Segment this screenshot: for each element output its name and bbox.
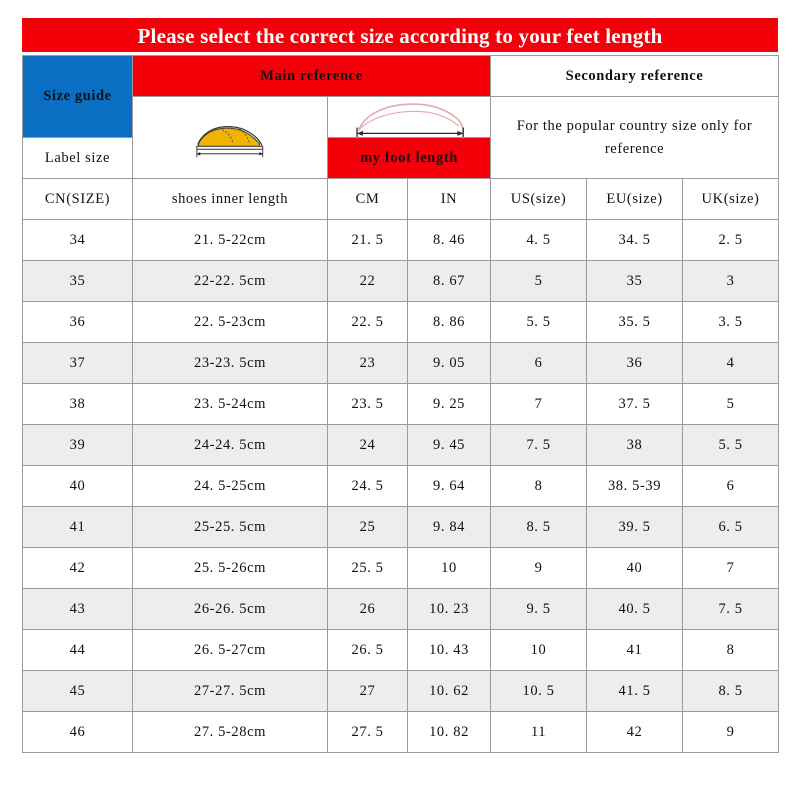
cell-in: 10. 82 <box>408 712 491 753</box>
cell-cn: 34 <box>23 220 133 261</box>
table-row <box>23 712 779 753</box>
cell-eu: 41 <box>587 630 683 671</box>
table-row <box>23 548 779 589</box>
shoe-diagram-cell <box>133 97 328 179</box>
cell-uk: 3 <box>683 261 779 302</box>
main-reference-cell: Main reference <box>133 56 491 97</box>
table-row <box>23 425 779 466</box>
cell-eu: 39. 5 <box>587 507 683 548</box>
cell-in: 10. 62 <box>408 671 491 712</box>
cell-uk: 6. 5 <box>683 507 779 548</box>
cell-us: 7. 5 <box>491 425 587 466</box>
shoe-outline-icon <box>133 118 327 158</box>
column-header-uk: UK(size) <box>683 179 779 220</box>
cell-in: 8. 46 <box>408 220 491 261</box>
foot-outline-icon <box>328 97 490 137</box>
my-foot-length-cell: my foot length <box>328 138 491 179</box>
cell-cm: 22. 5 <box>328 302 408 343</box>
cell-inner-length: 26-26. 5cm <box>133 589 328 630</box>
cell-cn: 43 <box>23 589 133 630</box>
cell-cm: 24. 5 <box>328 466 408 507</box>
foot-diagram-cell <box>328 97 491 138</box>
label-size-cell: Label size <box>23 138 133 179</box>
cell-eu: 35 <box>587 261 683 302</box>
table-row <box>23 343 779 384</box>
cell-cn: 44 <box>23 630 133 671</box>
column-header-eu: EU(size) <box>587 179 683 220</box>
cell-eu: 41. 5 <box>587 671 683 712</box>
cell-cm: 27. 5 <box>328 712 408 753</box>
cell-us: 4. 5 <box>491 220 587 261</box>
cell-uk: 5. 5 <box>683 425 779 466</box>
cell-us: 9 <box>491 548 587 589</box>
cell-eu: 35. 5 <box>587 302 683 343</box>
table-row <box>23 220 779 261</box>
cell-cn: 38 <box>23 384 133 425</box>
cell-cm: 26 <box>328 589 408 630</box>
cell-uk: 2. 5 <box>683 220 779 261</box>
cell-cn: 41 <box>23 507 133 548</box>
cell-cm: 26. 5 <box>328 630 408 671</box>
header-row-1 <box>23 56 779 97</box>
column-header-row <box>23 179 779 220</box>
cell-us: 8 <box>491 466 587 507</box>
cell-uk: 7 <box>683 548 779 589</box>
table-row <box>23 589 779 630</box>
cell-inner-length: 27. 5-28cm <box>133 712 328 753</box>
cell-in: 9. 64 <box>408 466 491 507</box>
cell-us: 6 <box>491 343 587 384</box>
cell-inner-length: 24. 5-25cm <box>133 466 328 507</box>
table-row <box>23 384 779 425</box>
cell-cn: 39 <box>23 425 133 466</box>
cell-in: 10. 43 <box>408 630 491 671</box>
column-header-cm: CM <box>328 179 408 220</box>
cell-cn: 35 <box>23 261 133 302</box>
cell-uk: 7. 5 <box>683 589 779 630</box>
cell-cm: 22 <box>328 261 408 302</box>
size-chart-table <box>22 55 779 753</box>
cell-cn: 40 <box>23 466 133 507</box>
cell-cm: 27 <box>328 671 408 712</box>
cell-uk: 6 <box>683 466 779 507</box>
cell-us: 9. 5 <box>491 589 587 630</box>
cell-in: 9. 45 <box>408 425 491 466</box>
cell-cm: 23 <box>328 343 408 384</box>
cell-cn: 36 <box>23 302 133 343</box>
table-row <box>23 630 779 671</box>
cell-cn: 45 <box>23 671 133 712</box>
cell-cm: 25 <box>328 507 408 548</box>
header-row-2 <box>23 97 779 138</box>
cell-us: 8. 5 <box>491 507 587 548</box>
cell-us: 5 <box>491 261 587 302</box>
cell-uk: 3. 5 <box>683 302 779 343</box>
column-header-us: US(size) <box>491 179 587 220</box>
cell-in: 9. 25 <box>408 384 491 425</box>
cell-us: 10 <box>491 630 587 671</box>
cell-us: 5. 5 <box>491 302 587 343</box>
secondary-reference-cell: Secondary reference <box>491 56 779 97</box>
cell-in: 8. 86 <box>408 302 491 343</box>
size-guide-cell: Size guide <box>23 56 133 138</box>
cell-us: 11 <box>491 712 587 753</box>
column-header-inner-length: shoes inner length <box>133 179 328 220</box>
cell-in: 10. 23 <box>408 589 491 630</box>
cell-eu: 40 <box>587 548 683 589</box>
cell-eu: 34. 5 <box>587 220 683 261</box>
cell-uk: 5 <box>683 384 779 425</box>
cell-uk: 4 <box>683 343 779 384</box>
cell-inner-length: 25-25. 5cm <box>133 507 328 548</box>
cell-in: 10 <box>408 548 491 589</box>
cell-inner-length: 24-24. 5cm <box>133 425 328 466</box>
column-header-in: IN <box>408 179 491 220</box>
cell-inner-length: 23-23. 5cm <box>133 343 328 384</box>
cell-cm: 24 <box>328 425 408 466</box>
cell-in: 8. 67 <box>408 261 491 302</box>
table-row <box>23 671 779 712</box>
cell-inner-length: 22-22. 5cm <box>133 261 328 302</box>
cell-inner-length: 26. 5-27cm <box>133 630 328 671</box>
cell-us: 7 <box>491 384 587 425</box>
table-row <box>23 261 779 302</box>
cell-eu: 38. 5-39 <box>587 466 683 507</box>
cell-uk: 8. 5 <box>683 671 779 712</box>
cell-eu: 42 <box>587 712 683 753</box>
cell-uk: 9 <box>683 712 779 753</box>
cell-uk: 8 <box>683 630 779 671</box>
table-row <box>23 466 779 507</box>
table-row <box>23 507 779 548</box>
table-row <box>23 302 779 343</box>
cell-cm: 25. 5 <box>328 548 408 589</box>
cell-inner-length: 23. 5-24cm <box>133 384 328 425</box>
cell-us: 10. 5 <box>491 671 587 712</box>
cell-eu: 38 <box>587 425 683 466</box>
cell-cn: 37 <box>23 343 133 384</box>
column-header-cn: CN(SIZE) <box>23 179 133 220</box>
cell-inner-length: 25. 5-26cm <box>133 548 328 589</box>
country-size-note: For the popular country size only for reference <box>491 97 779 179</box>
cell-inner-length: 21. 5-22cm <box>133 220 328 261</box>
cell-inner-length: 27-27. 5cm <box>133 671 328 712</box>
banner-title: Please select the correct size according to your feet length <box>22 18 778 52</box>
cell-in: 9. 05 <box>408 343 491 384</box>
cell-in: 9. 84 <box>408 507 491 548</box>
cell-inner-length: 22. 5-23cm <box>133 302 328 343</box>
cell-cm: 23. 5 <box>328 384 408 425</box>
cell-eu: 37. 5 <box>587 384 683 425</box>
cell-eu: 40. 5 <box>587 589 683 630</box>
cell-cn: 46 <box>23 712 133 753</box>
cell-eu: 36 <box>587 343 683 384</box>
cell-cn: 42 <box>23 548 133 589</box>
cell-cm: 21. 5 <box>328 220 408 261</box>
